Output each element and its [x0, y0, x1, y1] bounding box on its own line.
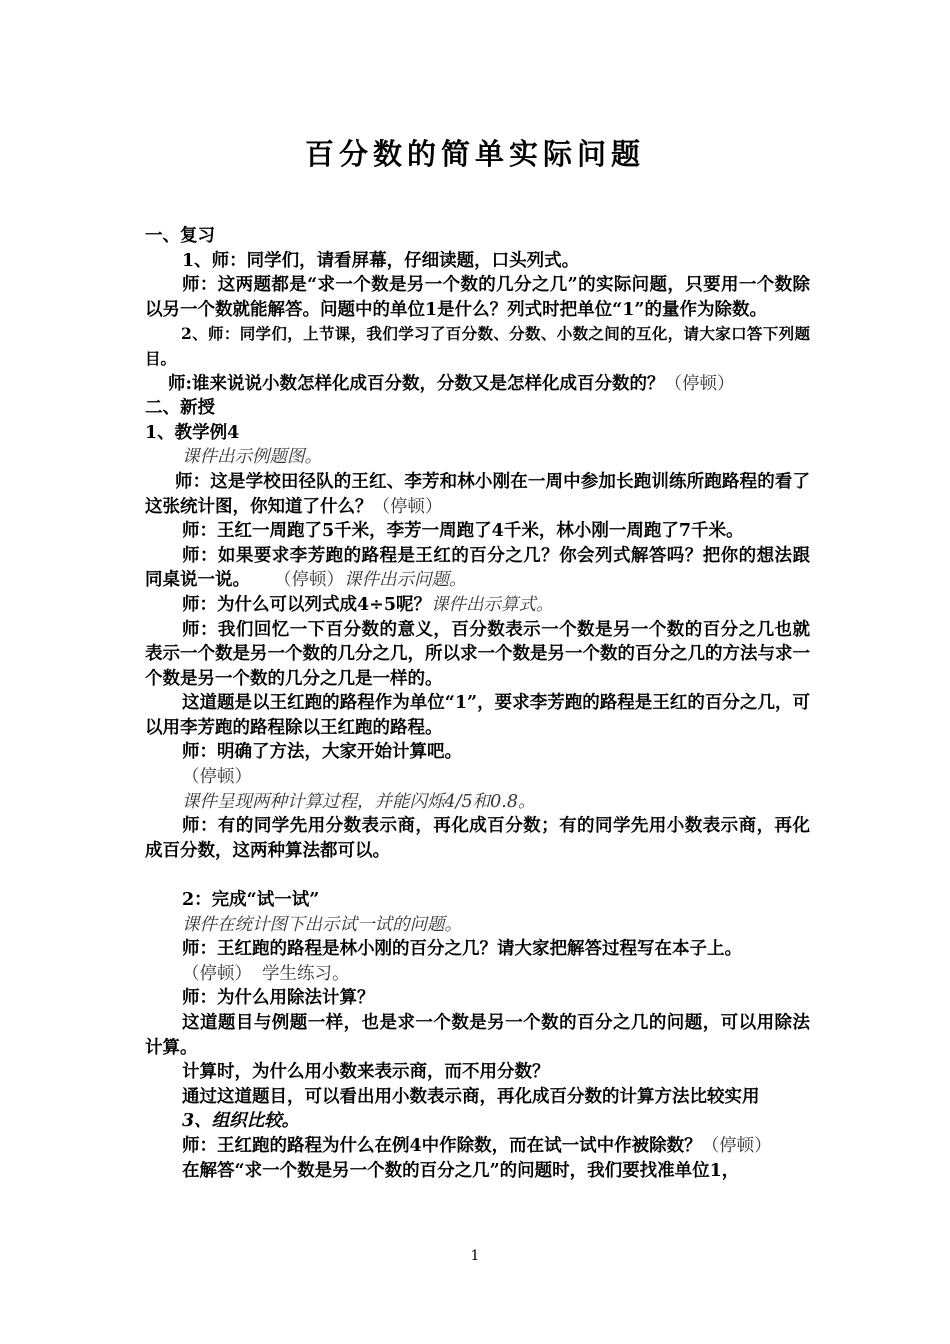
lesson-paragraph-4 — [145, 593, 810, 618]
blank-line — [145, 863, 810, 888]
pause-note: （停顿） — [664, 373, 735, 394]
section-heading-new: 二、新授 — [145, 398, 215, 419]
lesson-paragraph-7: 师：明确了方法，大家开始计算吧。 — [182, 742, 462, 763]
lesson-paragraph-12: 计算时，为什么用小数来表示商，而不用分数？ — [182, 1062, 550, 1083]
lesson-paragraph-14-text: 师：王红跑的路程为什么在例4中作除数，而在试一试中作被除数？ — [182, 1135, 702, 1156]
lesson-paragraph-3 — [145, 544, 810, 593]
stage-direction: 课件出示问题。 — [344, 570, 467, 591]
lesson-paragraph-13: 通过这道题目，可以看出用小数表示商，再化成百分数的计算方法比较实用 — [182, 1086, 760, 1107]
lesson-paragraph-5: 师：我们回忆一下百分数的意义，百分数表示一个数是另一个数的百分之几也就表示一个数是另一个数的几分之几，所以求一个数是另一个数的百分之几的方法与求一个数是另一个数的几分之几是一样的。 — [145, 619, 810, 689]
review-paragraph-2 — [145, 372, 810, 397]
pause-note: （停顿） — [701, 1135, 772, 1156]
lesson-paragraph-3-text: 师：如果要求李芳跑的路程是王红的百分之几？你会列式解答吗？把你的想法跟同桌说一说。 — [145, 545, 810, 591]
lesson-paragraph-10: 师：为什么用除法计算？ — [182, 988, 375, 1009]
stage-direction: 课件在统计图下出示试一试的问题。 — [182, 914, 462, 935]
pause-note: （停顿） — [274, 570, 344, 591]
document-body — [145, 224, 810, 1183]
lesson-paragraph-6: 这道题是以王红跑的路程作为单位“1”，要求李芳跑的路程是王红的百分之几，可以用李芳跑的路程除以王红跑的路程。 — [145, 693, 810, 738]
lesson-paragraph-15: 在解答“求一个数是另一个数的百分之几”的问题时，我们要找准单位1， — [182, 1160, 740, 1181]
page-number: 1 — [470, 1248, 480, 1264]
review-paragraph-2-text: 师:谁来说说小数怎样化成百分数，分数又是怎样化成百分数的？ — [168, 373, 665, 394]
lesson-paragraph-2: 师：王红一周跑了5千米，李芳一周跑了4千米，林小刚一周跑了7千米。 — [182, 521, 744, 542]
pause-practice-line — [145, 962, 810, 987]
lesson-paragraph-4-text: 师：为什么可以列式成4÷5呢？ — [182, 594, 432, 615]
lesson-paragraph-8: 师：有的同学先用分数表示商，再化成百分数；有的同学先用小数表示商，再化成百分数，这两种算法都可以。 — [145, 816, 810, 861]
compare-heading: 3、组织比较。 — [182, 1111, 300, 1132]
try-heading: 2：完成“试一试” — [182, 890, 320, 911]
lesson-paragraph-9: 师：王红跑的路程是林小刚的百分之几？请大家把解答过程写在本子上。 — [182, 939, 742, 960]
pause-note: （停顿） — [372, 496, 443, 517]
pause-note: （停顿） — [182, 963, 252, 984]
stage-direction: 课件呈现两种计算过程，并能闪烁4/5和0.8。 — [182, 791, 536, 812]
lesson-paragraph-1 — [145, 470, 810, 519]
pause-note: （停顿） — [182, 767, 252, 788]
review-item-2: 2、师：同学们，上节课，我们学习了百分数、分数、小数之间的互化，请大家口答下列题目。 — [145, 324, 810, 368]
stage-direction: 课件出示例题图。 — [182, 447, 322, 468]
practice-note: 学生练习。 — [262, 963, 350, 984]
review-item-1: 1、师：同学们，请看屏幕，仔细读题，口头列式。 — [182, 250, 580, 271]
document-title: 百分数的简单实际问题 — [304, 137, 645, 171]
review-paragraph-1: 师：这两题都是“求一个数是另一个数的几分之几”的实际问题，只要用一个数除以另一个数就能解答。问题中的单位1是什么？列式时把单位“1”的量作为除数。 — [145, 275, 810, 320]
lesson-paragraph-14 — [145, 1134, 810, 1159]
stage-direction: 课件出示算式。 — [431, 594, 554, 615]
section-heading-review: 一、复习 — [145, 226, 215, 246]
example-heading: 1、教学例4 — [145, 422, 240, 443]
lesson-paragraph-1-text: 师：这是学校田径队的王红、李芳和林小刚在一周中参加长跑训练所跑路程的看了这张统计图，你知道了什么？ — [145, 471, 810, 517]
lesson-paragraph-11: 这道题目与例题一样，也是求一个数是另一个数的百分之几的问题，可以用除法计算。 — [145, 1013, 810, 1058]
